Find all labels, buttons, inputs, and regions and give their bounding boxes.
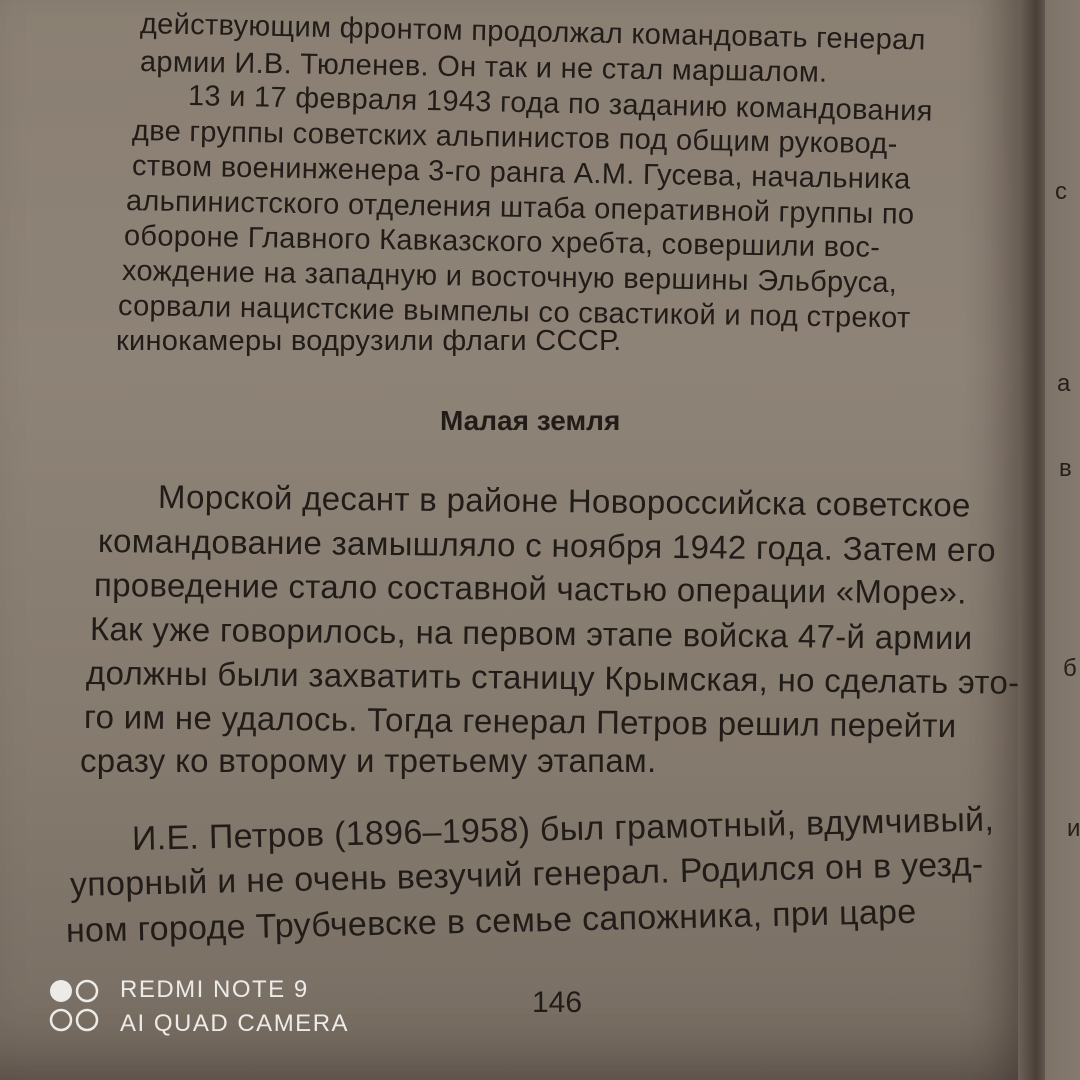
adjacent-text-fragment: б xyxy=(1063,655,1077,682)
text-line: Как уже говорилось, на первом этапе войска 47-й армии xyxy=(89,610,973,657)
text-line: сразу ко второму и третьему этапам. xyxy=(80,742,657,779)
text-line: упорный и не очень везучий генерал. Родился он в уезд- xyxy=(69,845,984,904)
watermark-model: REDMI NOTE 9 xyxy=(120,976,309,1003)
text-line: го им не удалось. Тогда генерал Петров решил перейти xyxy=(83,698,957,745)
text-line: армии И.В. Тюленев. Он так и не стал маршалом. xyxy=(139,46,828,89)
text-line: ством военинженера 3-го ранга А.М. Гусева, начальника xyxy=(131,150,911,196)
adjacent-text-fragment: и xyxy=(1067,815,1080,842)
text-line: обороне Главного Кавказского хребта, совершили вос- xyxy=(123,220,881,264)
text-line: хождение на западную и восточную вершины Эльбруса, xyxy=(121,255,898,300)
text-line: И.Е. Петров (1896–1958) был грамотный, вдумчивый, xyxy=(131,800,995,858)
section-heading: Малая земля xyxy=(440,405,621,436)
adjacent-text-fragment: a xyxy=(1057,370,1071,397)
watermark-camera: AI QUAD CAMERA xyxy=(120,1010,350,1037)
text-line: проведение стало составной частью операции «Море». xyxy=(93,566,967,611)
book-page-adjacent xyxy=(1045,0,1080,1080)
text-line: командование замышляло с ноября 1942 года. Затем его xyxy=(97,522,997,569)
page-number: 146 xyxy=(532,986,583,1019)
text-line: Морской десант в районе Новороссийска советское xyxy=(157,478,971,524)
text-line: 13 и 17 февраля 1943 года по заданию командования xyxy=(187,80,933,128)
text-line: сорвали нацистские вымпелы со свастикой и под стрекот xyxy=(117,290,911,335)
camera-lens-logo-icon xyxy=(48,974,104,1038)
text-line: альпинистского отделения штаба оперативной группы по xyxy=(125,185,915,231)
text-line: действующим фронтом продолжал командовать генерал xyxy=(139,8,927,57)
text-line: должны были захватить станицу Крымская, но сделать это- xyxy=(85,654,1020,701)
adjacent-text-fragment: в xyxy=(1059,455,1072,482)
text-line: две группы советских альпинистов под общим руковод- xyxy=(131,115,898,161)
text-line: ном городе Трубчевске в семье сапожника, при царе xyxy=(65,892,917,950)
adjacent-text-fragment: c xyxy=(1055,178,1067,205)
text-line: кинокамеры водрузили флаги СССР. xyxy=(116,325,622,357)
